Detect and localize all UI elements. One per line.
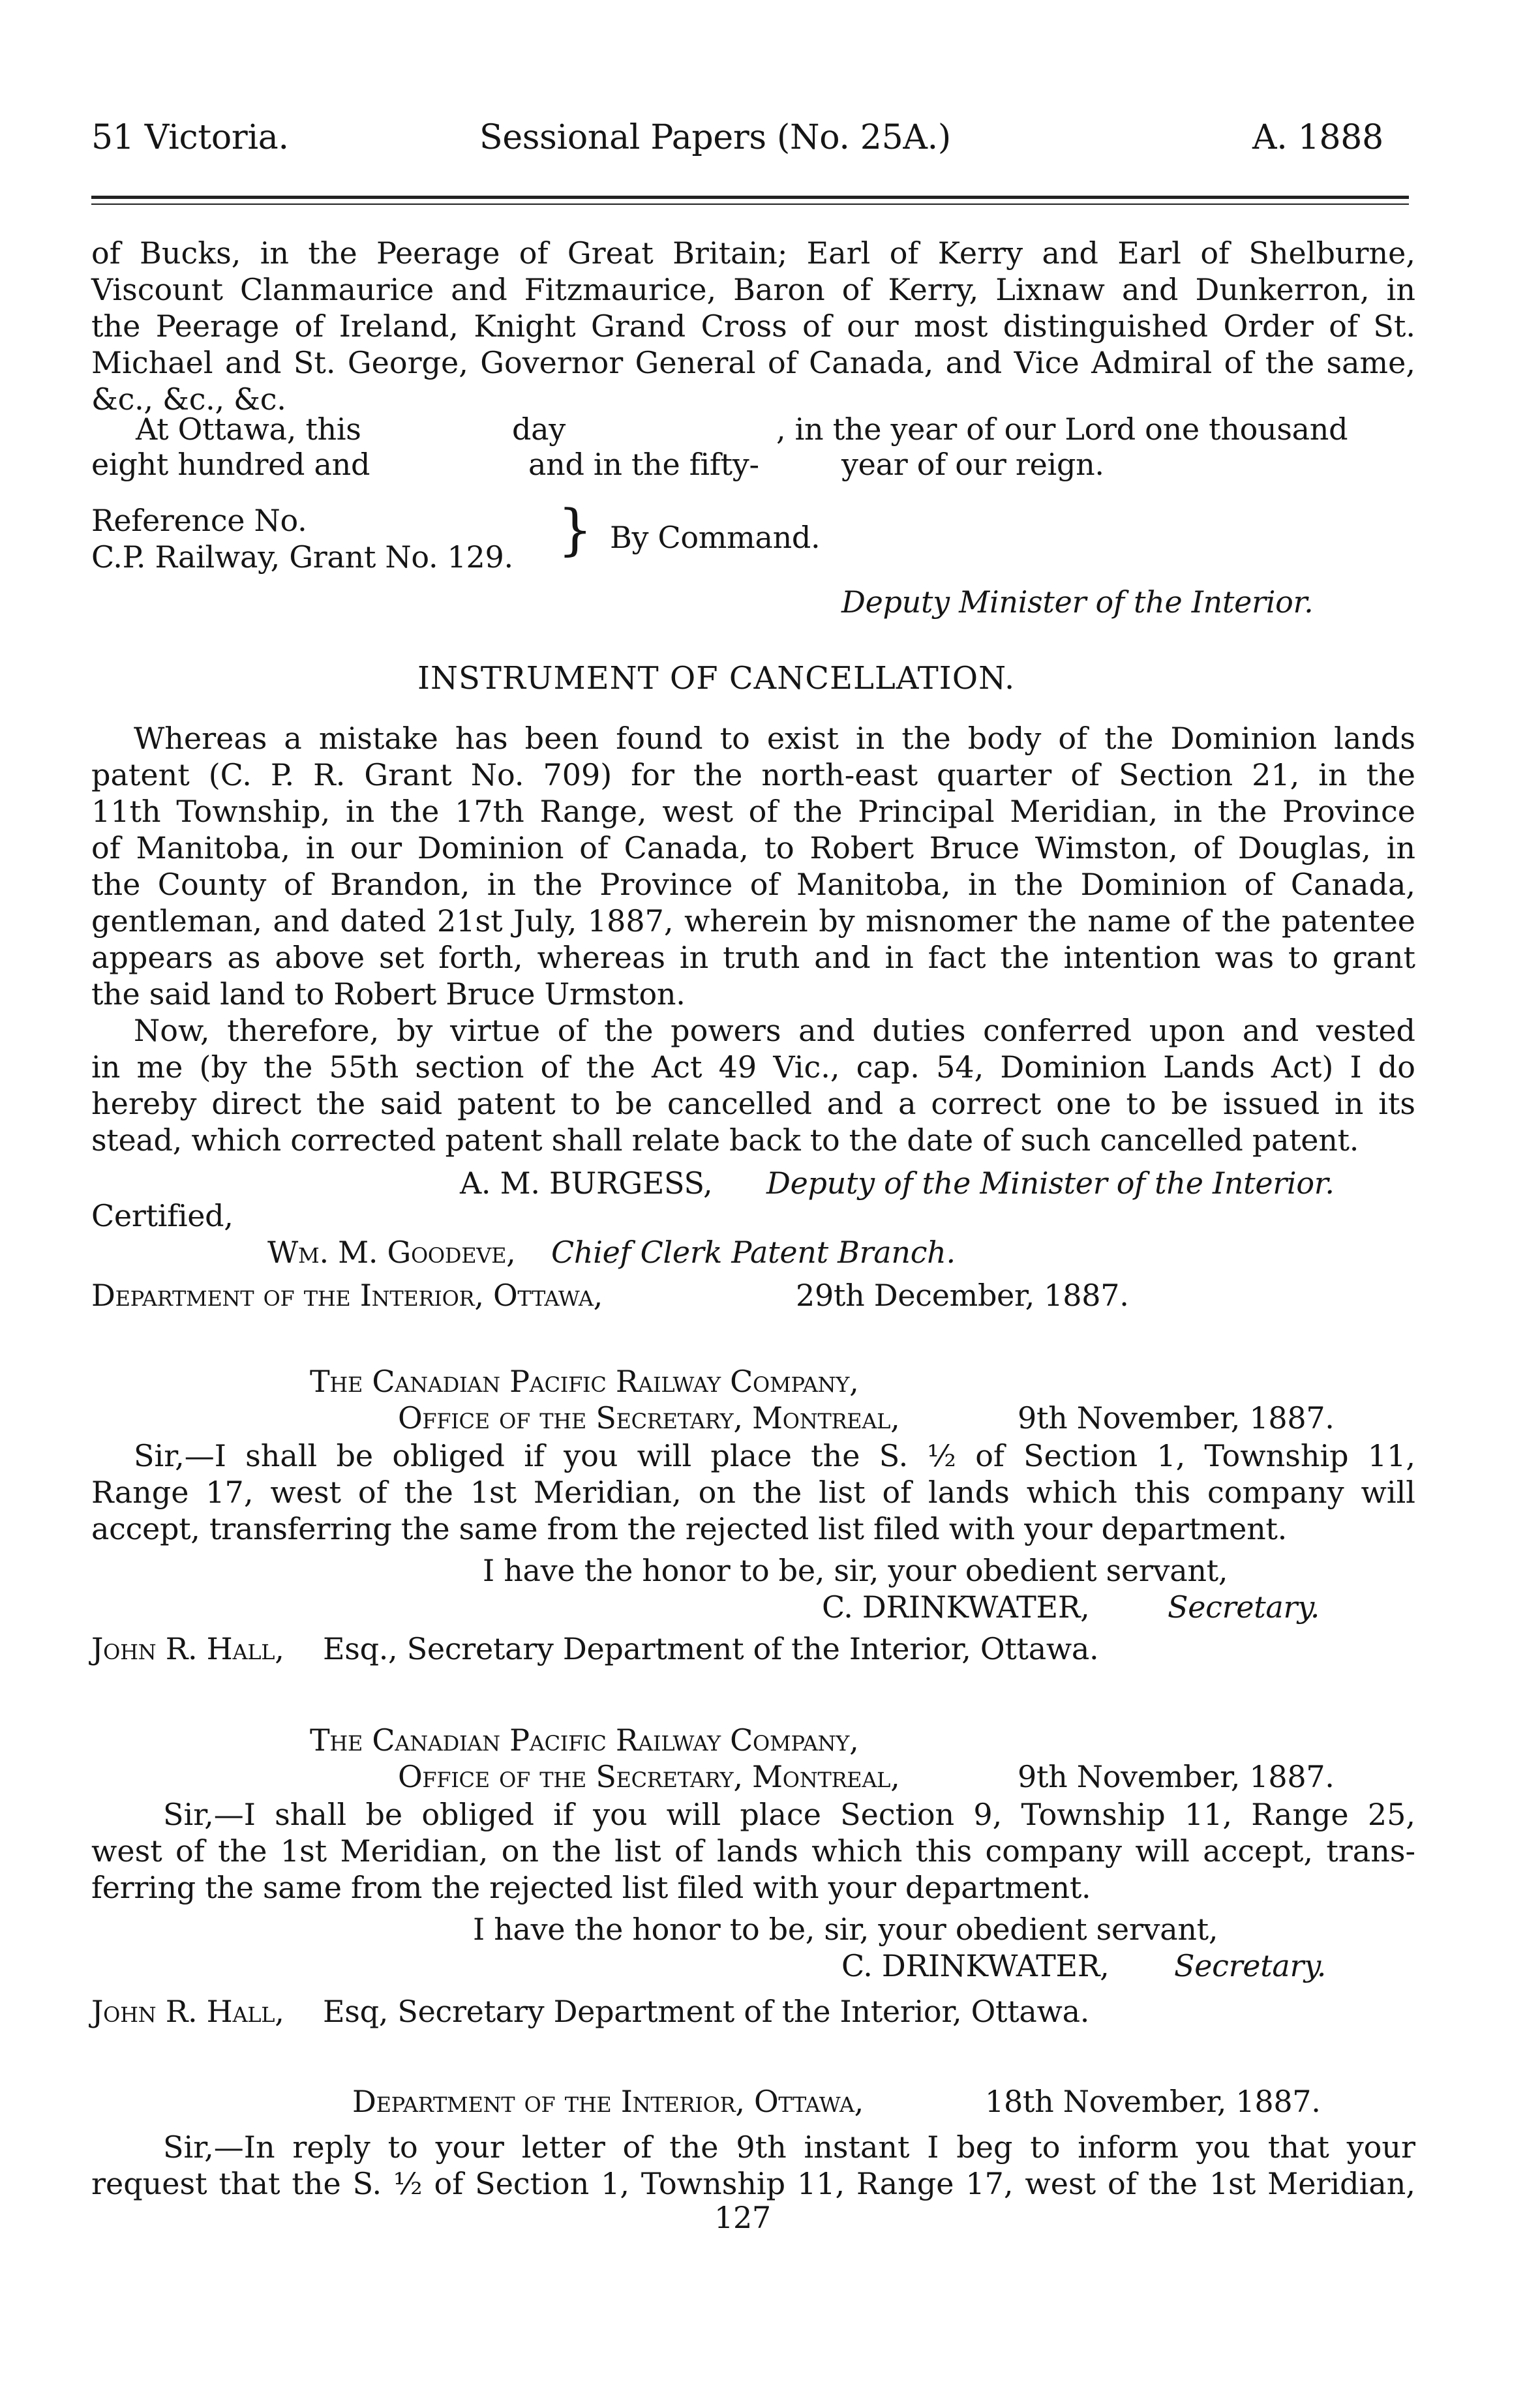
- certified-label: Certified,: [91, 1198, 234, 1233]
- letter2-closing: I have the honor to be, sir, your obedient servant,: [473, 1912, 1218, 1947]
- day-text: day: [512, 412, 566, 447]
- letter2-body-line: ferring the same from the rejected list filed with your department.: [91, 1870, 1091, 1905]
- letter3-date: 18th November, 1887.: [985, 2084, 1321, 2119]
- intro-line: the Peerage of Ireland, Knight Grand Cross of our most distinguished Order of St.: [91, 309, 1415, 344]
- letter2-date: 9th November, 1887.: [1018, 1759, 1335, 1794]
- letter2-signature: C. DRINKWATER,: [841, 1948, 1110, 1983]
- cancellation-para-line: appears as above set forth, whereas in truth and in fact the intention was to grant: [91, 940, 1415, 975]
- letter1-company: The Canadian Pacific Railway Company,: [310, 1364, 859, 1399]
- header-year: A. 1888: [1252, 118, 1383, 157]
- letter1-body-line: Range 17, west of the 1st Meridian, on the list of lands which this company will: [91, 1475, 1415, 1510]
- letter1-date: 9th November, 1887.: [1018, 1400, 1335, 1436]
- cancellation-para-line: 11th Township, in the 17th Range, west of the Principal Meridian, in the Province: [91, 794, 1415, 829]
- cancellation-para-line: of Manitoba, in our Dominion of Canada, to Robert Bruce Wimston, of Douglas, in: [91, 830, 1415, 865]
- therefore-para-line: Now, therefore, by virtue of the powers and duties conferred upon and vested: [134, 1013, 1415, 1048]
- page-number: 127: [714, 2200, 771, 2235]
- letter3-body-line: request that the S. ½ of Section 1, Township 11, Range 17, west of the 1st Meridian,: [91, 2166, 1415, 2201]
- letter2-signature-title: Secretary.: [1174, 1948, 1327, 1983]
- therefore-para-line: stead, which corrected patent shall relate back to the date of such cancelled patent.: [91, 1122, 1359, 1158]
- reference-number: Reference No.: [91, 503, 307, 538]
- year-of-lord-text: , in the year of our Lord one thousand: [776, 412, 1348, 447]
- letter2-body-line: west of the 1st Meridian, on the list of lands which this company will accept, trans-: [91, 1833, 1415, 1869]
- letter1-body-line: Sir,—I shall be obliged if you will place the S. ½ of Section 1, Township 11,: [134, 1438, 1415, 1473]
- cancellation-para-line: the said land to Robert Bruce Urmston.: [91, 976, 686, 1012]
- intro-line: Viscount Clanmaurice and Fitzmaurice, Baron of Kerry, Lixnaw and Dunkerron, in: [91, 272, 1415, 307]
- therefore-para-line: hereby direct the said patent to be cancelled and a correct one to be issued in its: [91, 1086, 1415, 1121]
- intro-line: Michael and St. George, Governor General of Canada, and Vice Admiral of the same,: [91, 345, 1415, 380]
- cancellation-para-line: gentleman, and dated 21st July, 1887, wherein by misnomer the name of the patentee: [91, 903, 1415, 939]
- eight-hundred-text: eight hundred and: [91, 447, 370, 482]
- cancellation-para-line: the County of Brandon, in the Province of Manitoba, in the Dominion of Canada,: [91, 867, 1415, 902]
- letter1-signature-title: Secretary.: [1168, 1589, 1320, 1625]
- letter2-company: The Canadian Pacific Railway Company,: [310, 1723, 859, 1758]
- cancellation-para-line: Whereas a mistake has been found to exist in the body of the Dominion lands: [134, 721, 1415, 756]
- letter1-office: Office of the Secretary, Montreal,: [398, 1400, 900, 1436]
- reign-text: year of our reign.: [841, 447, 1104, 482]
- letter1-signature: C. DRINKWATER,: [822, 1589, 1090, 1625]
- cp-grant-number: C.P. Railway, Grant No. 129.: [91, 539, 513, 575]
- cancellation-para-line: patent (C. P. R. Grant No. 709) for the north-east quarter of Section 21, in the: [91, 757, 1415, 792]
- ottawa-text: At Ottawa, this: [136, 412, 361, 447]
- intro-line: of Bucks, in the Peerage of Great Britain; Earl of Kerry and Earl of Shelburne,: [91, 235, 1415, 271]
- goodeve-name: Wm. M. Goodeve,: [267, 1235, 516, 1270]
- curly-brace: }: [558, 498, 593, 562]
- burgess-title: Deputy of the Minister of the Interior.: [766, 1166, 1335, 1201]
- letter2-recipient-name: John R. Hall,: [91, 1994, 284, 2029]
- letter2-recipient: Esq, Secretary Department of the Interior, Ottawa.: [323, 1994, 1090, 2029]
- burgess-name: A. M. BURGESS,: [460, 1166, 713, 1201]
- letter2-office: Office of the Secretary, Montreal,: [398, 1759, 900, 1794]
- department-line: Department of the Interior, Ottawa,: [91, 1278, 603, 1313]
- header-session: 51 Victoria.: [91, 118, 289, 157]
- intro-line: &c., &c., &c.: [91, 382, 286, 417]
- cancellation-title: INSTRUMENT OF CANCELLATION.: [417, 660, 1016, 697]
- letter3-body-line: Sir,—In reply to your letter of the 9th instant I beg to inform you that your: [163, 2130, 1415, 2165]
- therefore-para-line: in me (by the 55th section of the Act 49 Vic., cap. 54, Dominion Lands Act) I do: [91, 1049, 1415, 1085]
- letter1-closing: I have the honor to be, sir, your obedient servant,: [483, 1553, 1228, 1588]
- by-command: By Command.: [610, 520, 821, 555]
- fifty-text: and in the fifty-: [528, 447, 759, 482]
- letter1-recipient: Esq., Secretary Department of the Interior, Ottawa.: [323, 1631, 1099, 1666]
- goodeve-title: Chief Clerk Patent Branch.: [551, 1235, 956, 1270]
- department-date: 29th December, 1887.: [796, 1278, 1129, 1313]
- letter2-body-line: Sir,—I shall be obliged if you will place Section 9, Township 11, Range 25,: [163, 1797, 1415, 1832]
- header-title: Sessional Papers (No. 25A.): [479, 118, 951, 157]
- letter1-body-line: accept, transferring the same from the rejected list filed with your department.: [91, 1511, 1287, 1546]
- header-rule-thin: [91, 203, 1409, 205]
- deputy-minister-signature: Deputy Minister of the Interior.: [841, 584, 1314, 620]
- letter3-department: Department of the Interior, Ottawa,: [352, 2084, 864, 2119]
- letter1-recipient-name: John R. Hall,: [91, 1631, 284, 1666]
- header-rule-thick: [91, 196, 1409, 199]
